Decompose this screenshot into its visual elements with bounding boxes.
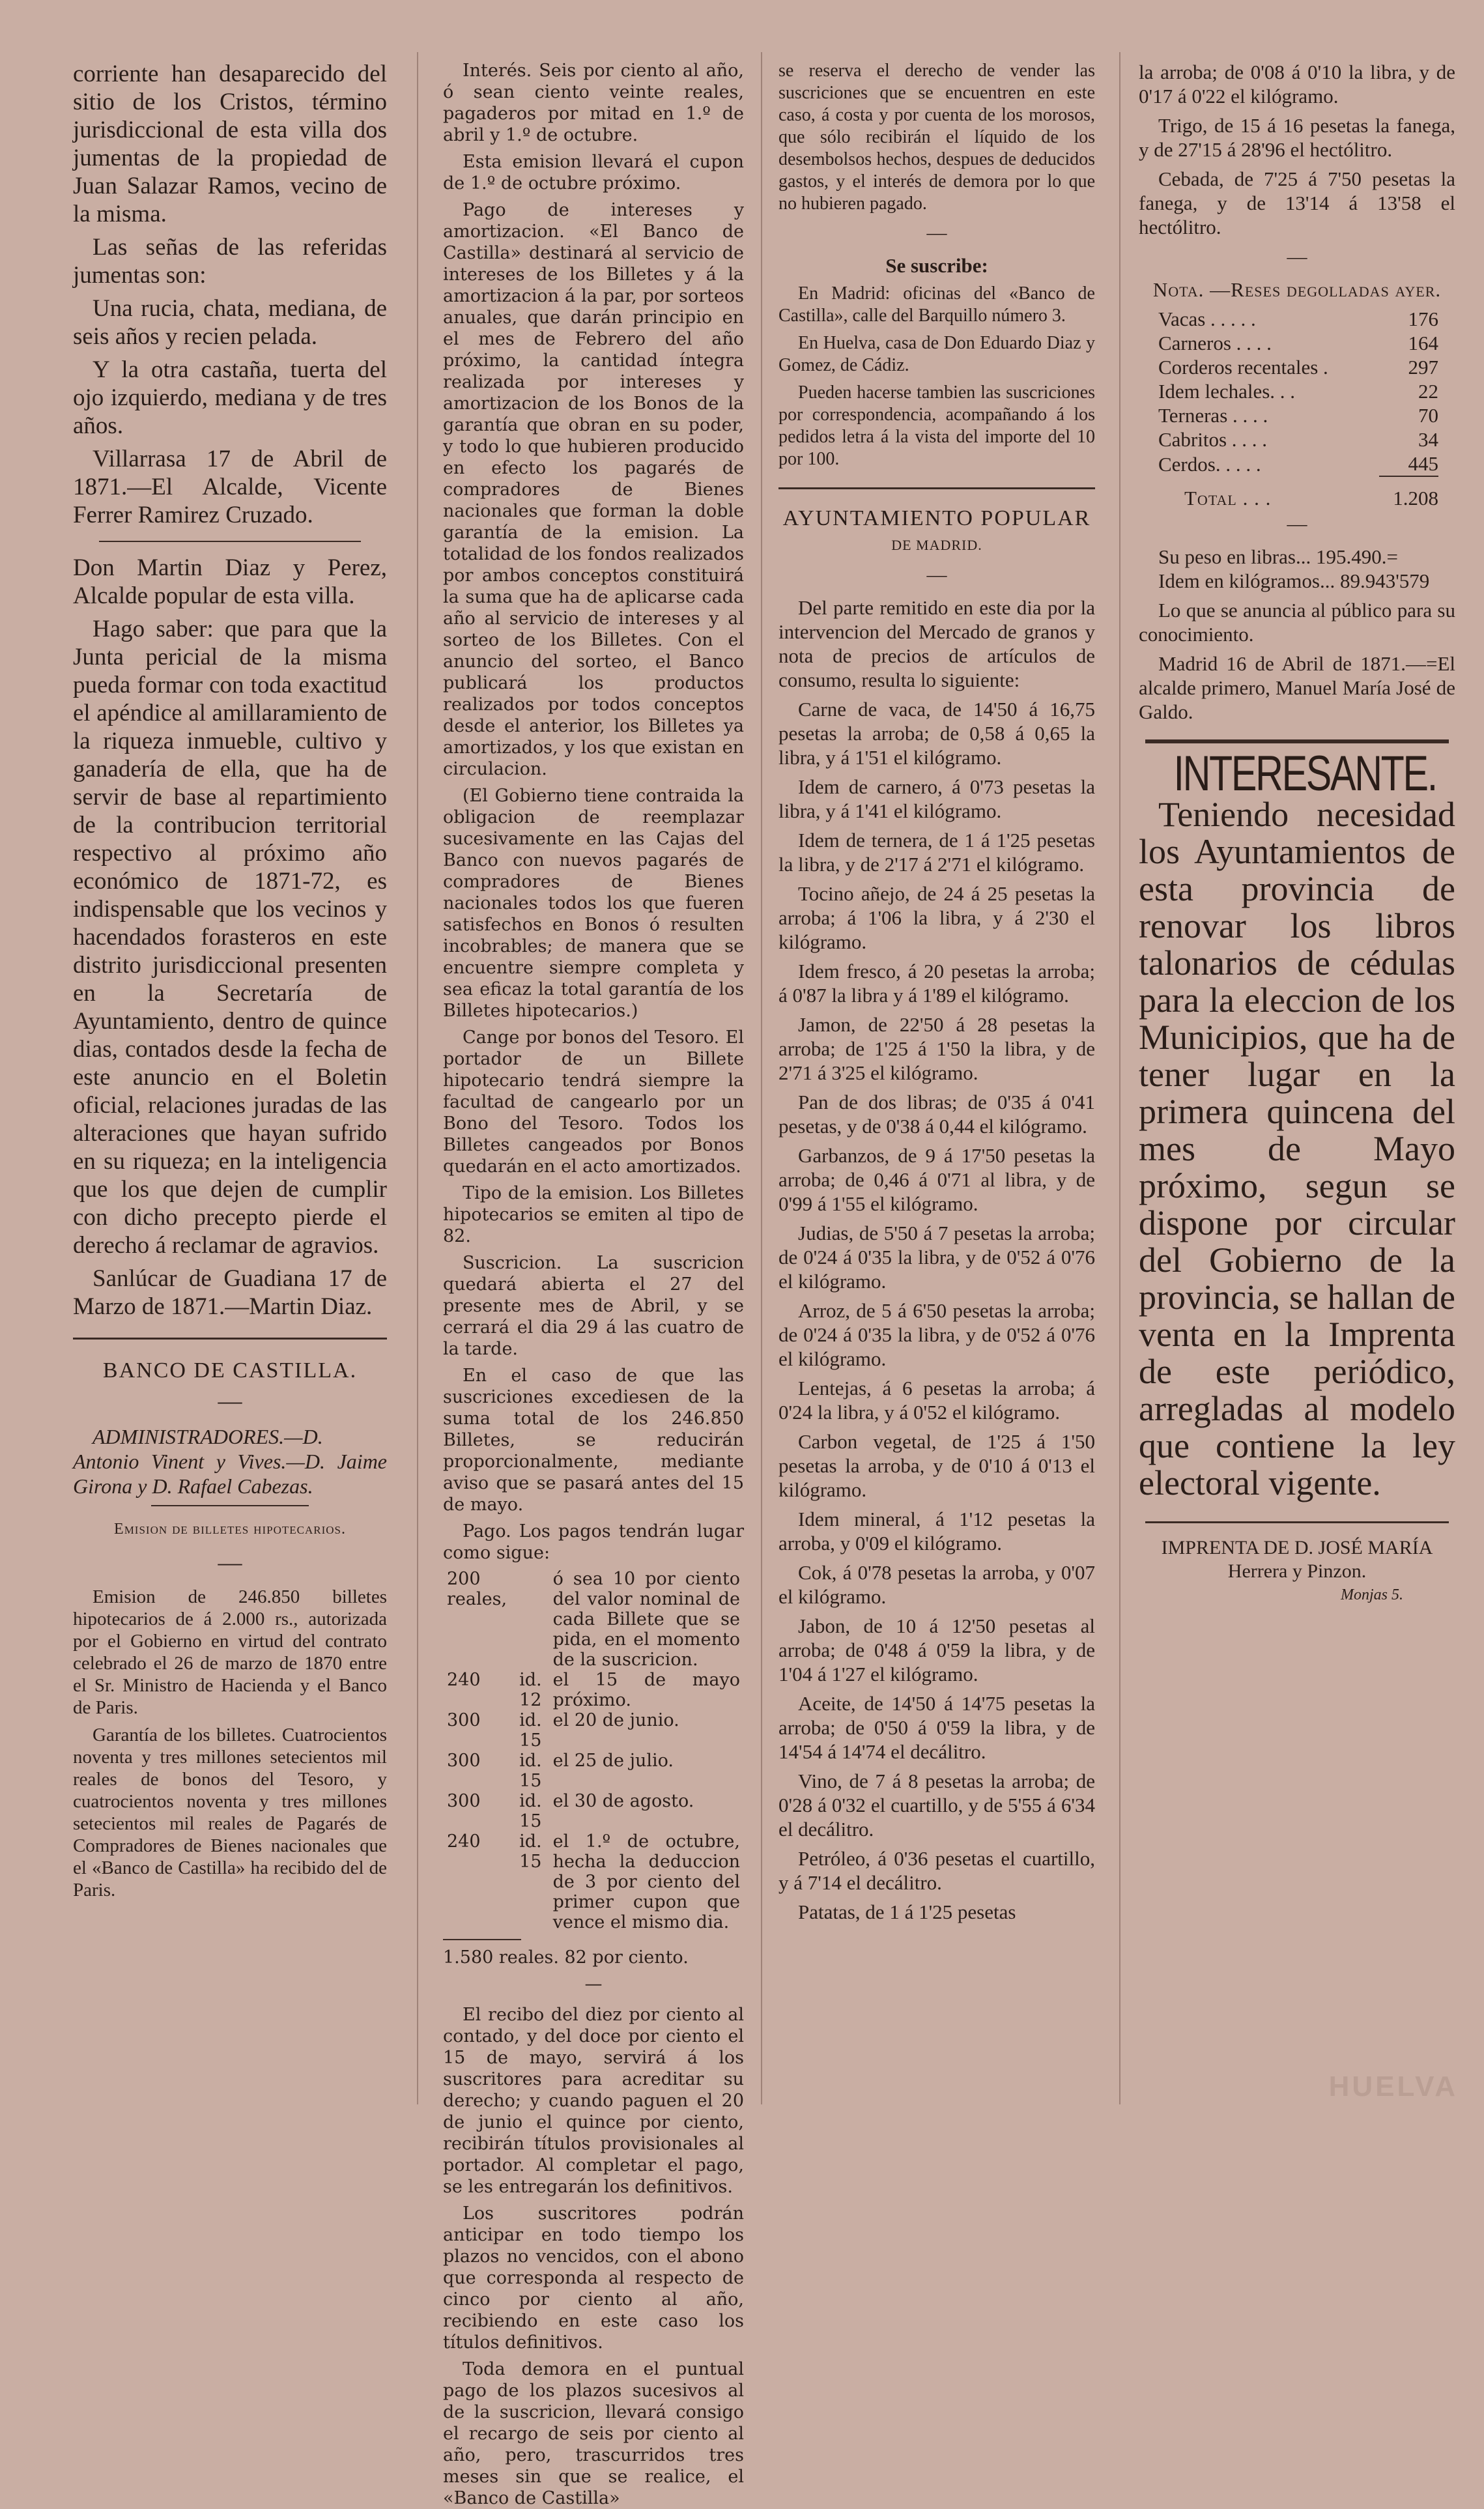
column-rule — [417, 52, 418, 2104]
dash: — — [926, 221, 947, 244]
nota-title: Nota. —Reses degolladas ayer. — [1152, 278, 1442, 301]
notice-paragraph: Las señas de las referidas jumentas son: — [73, 234, 387, 289]
table-row — [443, 1569, 744, 1670]
weight-line: Su peso en libras... 195.490.= — [1158, 545, 1398, 568]
divider — [778, 487, 1095, 489]
divider — [1145, 739, 1449, 743]
stat-label: Cerdos. . . . . — [1158, 452, 1261, 476]
price-item: Lentejas, á 6 pesetas la arroba; á 0'24 la libra, y á 0'52 el kilógramo. — [778, 1377, 1095, 1424]
price-item: Carbon vegetal, de 1'25 á 1'50 pesetas la arroba, y de 0'10 á 0'13 el kilógramo. — [778, 1430, 1095, 1501]
weight-line: Idem en kilógramos... 89.943'579 — [1158, 569, 1430, 592]
price-item: Aceite, de 14'50 á 14'75 pesetas la arroba; de 0'50 á 0'59 la libra, y de 14'54 á 14'74 el decálitro. — [778, 1692, 1095, 1763]
watermark-logo: HUELVA — [1328, 2071, 1458, 2102]
notice-signature: Villarrasa 17 de Abril de 1871.—El Alcalde, Vicente Ferrer Ramirez Cruzado. — [73, 446, 387, 528]
column-3 — [778, 60, 1095, 2086]
stat-total-label: Total . . . — [1184, 486, 1272, 509]
table-row — [1158, 427, 1438, 452]
stat-label: Carneros . . . . — [1158, 332, 1272, 354]
imprint: IMPRENTA DE D. JOSÉ MARÍA Herrera y Pinzon. — [1161, 1537, 1433, 1582]
payment-percent: id. 15 — [519, 1791, 542, 1831]
payment-amount: 300 — [447, 1751, 481, 1771]
divider — [73, 1338, 387, 1340]
table-row-total — [1158, 476, 1438, 510]
price-item: Carne de vaca, de 14'50 á 16,75 pesetas la arroba; de 0,58 á 0,65 la libra, y á 1'51 el kilógramo. — [778, 698, 1095, 769]
price-item: Arroz, de 5 á 6'50 pesetas la arroba; de 0'24 á 0'35 la libra, y de 0'52 á 0'76 el kilógramo. — [778, 1299, 1095, 1370]
payment-percent — [515, 1569, 549, 1670]
bank-paragraph: se reserva el derecho de vender las suscriciones que se encuentren en este caso, á costa y por cuenta de los morosos, que sólo recibirán el líquido de los desembolsos hechos, despues de deducidos gastos, y el interés de demora por lo que no hubieren pagado. — [778, 61, 1095, 214]
table-row — [443, 1791, 744, 1831]
stat-value: 176 — [1408, 308, 1438, 330]
dash: — — [1287, 245, 1307, 268]
emission-paragraph: Emision de 246.850 billetes hipotecarios de á 2.000 rs., autorizada por el Gobierno en virtud del contrato celebrado el 26 de marzo de 1870 entre el Sr. Ministro de Hacienda y el Banco de Paris. — [73, 1586, 387, 1718]
price-item: Jamon, de 22'50 á 28 pesetas la arroba; de 1'25 á 1'50 la libra, y de 2'71 á 3'25 el kilógramo. — [778, 1013, 1095, 1084]
table-row — [1158, 452, 1438, 476]
subscribe-paragraph: En Madrid: oficinas del «Banco de Castilla», calle del Barquillo número 3. — [778, 283, 1095, 326]
dash: — — [218, 1388, 242, 1414]
price-item: Idem mineral, á 1'12 pesetas la arroba, y 0'09 el kilógramo. — [778, 1508, 1095, 1555]
dash: — — [926, 563, 947, 586]
bank-paragraph: Interés. Seis por ciento al año, ó sean ciento veinte reales, pagaderos por mitad en 1.º de abril y 1.º de octubre. — [443, 61, 744, 145]
signature: Madrid 16 de Abril de 1871.—=El alcalde primero, Manuel María José de Galdo. — [1139, 652, 1455, 723]
stat-value: 22 — [1418, 380, 1438, 403]
column-2 — [443, 60, 744, 2508]
payment-amount: 200 reales, — [447, 1569, 507, 1609]
price-item: la arroba; de 0'08 á 0'10 la libra, y de 0'17 á 0'22 el kilógramo. — [1139, 61, 1455, 108]
subscribe-title: Se suscribe: — [885, 254, 988, 277]
column-4 — [1139, 60, 1455, 2086]
stat-label: Vacas . . . . . — [1158, 308, 1256, 330]
bank-paragraph: Cange por bonos del Tesoro. El portador de un Billete hipotecario tendrá siempre la facultad de cangearlo por un Bono del Tesoro. Todos los Billetes cangeados por Bonos quedarán en el acto amortizados. — [443, 1027, 744, 1177]
column-rule — [1119, 52, 1120, 2104]
payment-amount: 300 — [447, 1791, 481, 1811]
notice-paragraph: Don Martin Diaz y Perez, Alcalde popular de esta villa. — [73, 554, 387, 609]
price-item: Jabon, de 10 á 12'50 pesetas al arroba; de 0'48 á 0'59 la libra, y de 1'04 á 1'27 el kilógramo. — [778, 1614, 1095, 1685]
divider — [443, 1939, 521, 1940]
price-item: Idem de ternera, de 1 á 1'25 pesetas la libra, y de 2'17 á 2'71 el kilógramo. — [778, 829, 1095, 876]
payment-table — [443, 1569, 744, 1932]
notice-paragraph: Una rucia, chata, mediana, de seis años y recien pelada. — [73, 295, 387, 350]
bank-paragraph: En el caso de que las suscriciones excediesen de la suma total de los 246.850 Billetes, se reducirán proporcionalmente, mediante aviso que se pasará antes del 15 de mayo. — [443, 1366, 744, 1515]
stat-value: 34 — [1418, 428, 1438, 451]
payment-date: el 20 de junio. — [552, 1710, 679, 1730]
stat-total-value: 1.208 — [1393, 487, 1438, 509]
emission-title: Emision de billetes hipotecarios. — [114, 1521, 346, 1538]
divider — [99, 541, 361, 542]
dash: — — [584, 1974, 603, 1994]
price-item: Patatas, de 1 á 1'25 pesetas — [798, 1900, 1016, 1923]
stat-value: 445 — [1379, 452, 1438, 476]
emission-paragraph: Garantía de los billetes. Cuatrocientos noventa y tres millones setecientos mil reales de bonos del Tesoro, y cuatrocientos noventa y tres millones setecientos mil reales de Pagarés de Compradores de Bienes nacionales que el «Banco de Castilla» ha recibido del de Paris. — [73, 1725, 387, 1900]
notice-paragraph: corriente han desaparecido del sitio de los Cristos, término jurisdiccional de esta villa dos jumentas de la propiedad de Juan Salazar Ramos, vecino de la misma. — [73, 61, 387, 227]
dash: — — [218, 1549, 242, 1576]
administrators: ADMINISTRADORES.—D. Antonio Vinent y Vives.—D. Jaime Girona y D. Rafael Cabezas. — [73, 1425, 387, 1498]
column-rule — [761, 52, 762, 2104]
price-item: Petróleo, á 0'36 pesetas el cuartillo, y á 7'14 el decálitro. — [778, 1847, 1095, 1894]
payment-percent: id. 15 — [519, 1751, 542, 1791]
advert-text: Teniendo necesidad los Ayuntamientos de esta provincia de renovar los libros talonarios de cédulas para la eleccion de los Municipios, que ha de tener lugar en la primera quincena del mes de Mayo próximo, segun se dispone por circular del Gobierno de la provincia, se hallan de venta en la Imprenta de este periódico, arregladas al modelo que contiene la ley electoral vigente. — [1139, 795, 1455, 1502]
stat-label: Idem lechales. . . — [1158, 380, 1296, 403]
payment-percent: id. 15 — [519, 1710, 542, 1751]
table-row — [443, 1670, 744, 1710]
bank-paragraph: Pago. Los pagos tendrán lugar como sigue: — [443, 1521, 744, 1563]
advert-title: INTERESANTE. — [1173, 746, 1436, 801]
divider — [1145, 1521, 1449, 1523]
table-row — [1158, 307, 1438, 331]
table-row — [443, 1831, 744, 1932]
stat-value: 70 — [1418, 404, 1438, 427]
bank-paragraph: (El Gobierno tiene contraida la obligacion de reemplazar sucesivamente en las Cajas del Banco con nuevos pagarés de compradores de Bienes nacionales todos los que fueren satisfechos en Bonos ó resulten incobrables; de manera que se encuentre siempre completa y sea eficaz la total garantía de los Billetes hipotecarios.) — [443, 786, 744, 1021]
payment-percent: id. 12 — [519, 1670, 542, 1710]
price-item: Trigo, de 15 á 16 pesetas la fanega, y de 27'15 á 28'96 el hectólitro. — [1139, 114, 1455, 161]
stat-label: Corderos recentales . — [1158, 356, 1328, 379]
table-row — [1158, 331, 1438, 355]
price-item: Cok, á 0'78 pesetas la arroba, y 0'07 el kilógramo. — [778, 1561, 1095, 1608]
price-item: Vino, de 7 á 8 pesetas la arroba; de 0'28 á 0'32 el cuartillo, y de 5'55 á 6'34 el decálitro. — [778, 1770, 1095, 1841]
bank-title: BANCO DE CASTILLA. — [102, 1358, 358, 1383]
table-row — [1158, 403, 1438, 427]
price-item: Tocino añejo, de 24 á 25 pesetas la arroba; á 1'06 la libra, y á 2'30 el kilógramo. — [778, 882, 1095, 953]
imprint-address: Monjas 5. — [1341, 1586, 1403, 1603]
table-row — [443, 1710, 744, 1751]
divider — [151, 1505, 309, 1506]
bank-paragraph: Toda demora en el puntual pago de los plazos sucesivos al de la suscricion, llevará consigo el recargo de seis por ciento al año, pero, trascurridos tres meses sin que se realice, el «Banco de Castilla» — [443, 2359, 744, 2508]
notice-signature: Sanlúcar de Guadiana 17 de Marzo de 1871.—Martin Diaz. — [73, 1265, 387, 1320]
subscribe-paragraph: En Huelva, casa de Don Eduardo Diaz y Gomez, de Cádiz. — [778, 333, 1095, 375]
price-item: Del parte remitido en este dia por la intervencion del Mercado de granos y nota de precios de artículos de consumo, resulta lo siguiente: — [778, 596, 1095, 691]
table-row — [1158, 379, 1438, 403]
bank-paragraph: Suscricion. La suscricion quedará abierta el 27 del presente mes de Abril, y se cerrará el dia 29 á las cuatro de la tarde. — [443, 1253, 744, 1359]
payment-date: el 15 de mayo próximo. — [552, 1670, 740, 1710]
bank-paragraph: Pago de intereses y amortizacion. «El Banco de Castilla» destinará al servicio de intereses de los Billetes y á la amortizacion á la par, por sorteos anuales, que darán principio en el mes de Febrero del año próximo, la cantidad íntegra realizada por intereses y amortizacion de los Bonos de la garantía que obran en su poder, y todo lo que hubieren producido en efecto los pagarés de compradores de Bienes nacionales que forman la doble garantía de la emision. La totalidad de los fondos realizados por ambos conceptos constituirá la suma que ha de aplicarse cada año al servicio de intereses y al sorteo de los Billetes. Con el anuncio del sorteo, el Banco publicará los productos realizados por todos conceptos desde el anterior, los Billetes ya amortizados, y los que existan en circulacion. — [443, 200, 744, 779]
payment-percent: id. 15 — [519, 1831, 542, 1872]
price-item: Idem fresco, á 20 pesetas la arroba; á 0'87 la libra y á 1'89 el kilógramo. — [778, 960, 1095, 1007]
table-row — [443, 1751, 744, 1791]
payment-amount: 240 — [447, 1670, 481, 1690]
price-item: Judias, de 5'50 á 7 pesetas la arroba; de 0'24 á 0'35 la libra, y de 0'52 á 0'76 el kilógramo. — [778, 1222, 1095, 1293]
stat-value: 164 — [1408, 332, 1438, 354]
stat-label: Cabritos . . . . — [1158, 428, 1268, 451]
column-1 — [73, 60, 387, 2086]
price-item: Idem de carnero, á 0'73 pesetas la libra, y á 1'41 el kilógramo. — [778, 775, 1095, 822]
bank-paragraph: Tipo de la emision. Los Billetes hipotecarios se emiten al tipo de 82. — [443, 1183, 744, 1246]
notice-paragraph: Y la otra castaña, tuerta del ojo izquierdo, mediana y de tres años. — [73, 356, 387, 439]
ayuntamiento-title: AYUNTAMIENTO POPULAR — [782, 506, 1091, 530]
payment-date: ó sea 10 por ciento del valor nominal de cada Billete que se pida, en el momento de la suscricion. — [552, 1569, 740, 1670]
price-item: Garbanzos, de 9 á 17'50 pesetas la arroba; de 0,46 á 0'71 al libra, y de 0'99 á 1'55 el kilógramo. — [778, 1144, 1095, 1215]
table-row — [1158, 355, 1438, 379]
notice-paragraph: Hago saber: que para que la Junta pericial de la misma pueda formar con toda exactitud el apéndice al amillaramiento de la riqueza inmueble, cultivo y ganadería de ella, que ha de servir de base al repartimiento de la contribucion territorial respectivo al próximo año económico de 1871-72, es indispensable que los vecinos y hacendados forasteros en este distrito jurisdiccional presenten en la Secretaría de Ayuntamiento, dentro de quince dias, contados desde la fecha de este anuncio en el Boletin oficial, relaciones juradas de las alteraciones que hayan sufrido en su riqueza; en la inteligencia que los que dejen de cumplir con dicho precepto pierde el derecho á reclamar de agravios. — [73, 616, 387, 1259]
payment-amount: 240 — [447, 1831, 481, 1852]
bank-paragraph: El recibo del diez por ciento al contado, y del doce por ciento el 15 de mayo, servirá á los suscritores para acreditar su derecho; y cuando paguen el 20 de junio el quince por ciento, recibirán títulos provisionales al portador. Al completar el pago, se les entregarán los definitivos. — [443, 2005, 744, 2197]
ayuntamiento-subtitle: DE MADRID. — [891, 537, 982, 553]
weight-line: Lo que se anuncia al público para su conocimiento. — [1139, 599, 1455, 646]
price-item: Cebada, de 7'25 á 7'50 pesetas la fanega, y de 13'14 á 13'58 el hectólitro. — [1139, 167, 1455, 238]
bank-paragraph: Esta emision llevará el cupon de 1.º de octubre próximo. — [443, 152, 744, 194]
payment-date: el 30 de agosto. — [552, 1791, 694, 1811]
dash: — — [1287, 512, 1307, 535]
slaughter-table — [1158, 307, 1438, 510]
payment-total: 1.580 reales. 82 por ciento. — [443, 1947, 689, 1968]
subscribe-paragraph: Pueden hacerse tambien las suscriciones por correspondencia, acompañando á los pedidos letra á la vista del importe del 10 por 100. — [778, 382, 1095, 469]
payment-date: el 25 de julio. — [552, 1751, 674, 1771]
bank-paragraph: Los suscritores podrán anticipar en todo tiempo los plazos no vencidos, con el abono que corresponda al respecto de cinco por ciento al año, recibiendo en este caso los títulos definitivos. — [443, 2203, 744, 2353]
price-item: Pan de dos libras; de 0'35 á 0'41 pesetas, y de 0'38 á 0,44 el kilógramo. — [778, 1091, 1095, 1138]
payment-date: el 1.º de octubre, hecha la deduccion de 3 por ciento del primer cupon que vence el mismo dia. — [552, 1831, 740, 1932]
stat-value: 297 — [1408, 356, 1438, 379]
payment-amount: 300 — [447, 1710, 481, 1730]
stat-label: Terneras . . . . — [1158, 404, 1268, 427]
